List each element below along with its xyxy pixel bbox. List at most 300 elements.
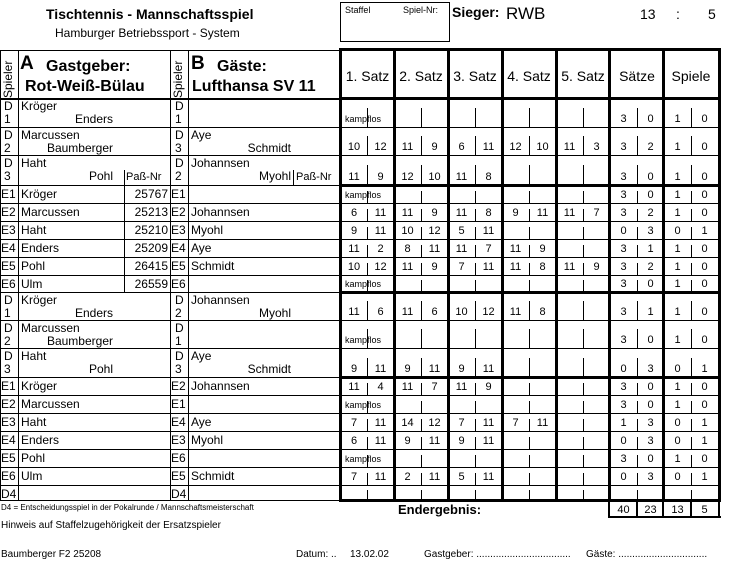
set-score: 12 xyxy=(374,261,387,273)
spiele-value: 0 xyxy=(674,225,681,237)
set-score: 10 xyxy=(428,171,441,183)
saetze-value: 3 xyxy=(620,278,627,290)
score-subdivider xyxy=(529,165,530,185)
spiele-value: 1 xyxy=(674,453,681,465)
set-score: 11 xyxy=(401,261,414,273)
saetze-value: 0 xyxy=(647,453,654,465)
home-player: Kröger xyxy=(21,379,58,393)
set-score: 11 xyxy=(455,171,468,183)
totals-divider xyxy=(718,500,720,518)
score-subdivider xyxy=(529,455,530,467)
kampflos-label: kampflos xyxy=(345,400,382,410)
row-line xyxy=(0,413,341,414)
home-player: Marcussen xyxy=(21,205,80,219)
score-subdivider xyxy=(583,437,584,449)
set-score: 10 xyxy=(401,225,414,237)
set-score: 8 xyxy=(539,261,546,273)
row-line-score xyxy=(341,292,721,293)
away-code: D xyxy=(175,128,184,142)
set-score: 11 xyxy=(482,261,495,273)
spiele-value: 1 xyxy=(674,113,681,125)
away-player-2: Myohl xyxy=(258,306,291,320)
away-code: E4 xyxy=(171,415,186,429)
home-code: D xyxy=(4,156,13,170)
saetze-value: 0 xyxy=(647,113,654,125)
set-score: 11 xyxy=(348,171,360,183)
home-player: Pohl xyxy=(21,259,46,273)
set-score: 9 xyxy=(458,363,465,375)
score-subdivider xyxy=(475,108,476,127)
home-number: 2 xyxy=(4,334,11,348)
totals-top xyxy=(608,500,721,502)
spiele-value: 0 xyxy=(701,453,708,465)
set-score: 3 xyxy=(593,141,600,153)
set-score: 11 xyxy=(374,417,387,429)
away-player-1: Johannsen xyxy=(191,293,250,307)
spiele-value: 0 xyxy=(674,417,681,429)
saetze-value: 0 xyxy=(620,471,627,483)
set-score: 11 xyxy=(428,435,441,447)
spiele-value: 1 xyxy=(674,306,681,318)
home-pass-number: 26559 xyxy=(134,277,168,291)
set-score: 9 xyxy=(404,363,411,375)
set-score: 12 xyxy=(428,417,441,429)
spiele-value: 0 xyxy=(701,243,708,255)
set-score: 9 xyxy=(377,171,384,183)
row-line xyxy=(0,239,341,240)
set-score: 11 xyxy=(374,207,387,219)
saetze-value: 3 xyxy=(647,363,654,375)
home-player-2: Baumberger xyxy=(46,141,113,155)
datum-value: 13.02.02 xyxy=(350,549,389,560)
column-header: 2. Satz xyxy=(399,68,443,84)
spiele-value: 1 xyxy=(674,399,681,411)
set-score: 9 xyxy=(431,141,438,153)
score-subdivider xyxy=(475,191,476,203)
spiele-value: 1 xyxy=(674,243,681,255)
saetze-value: 3 xyxy=(647,417,654,429)
saetze-value: 0 xyxy=(647,171,654,183)
away-number: 2 xyxy=(175,306,182,320)
saetze-value: 3 xyxy=(620,243,627,255)
home-pass-number: 25213 xyxy=(134,205,168,219)
home-number: 1 xyxy=(4,112,11,126)
saetze-value: 1 xyxy=(620,417,627,429)
row-line xyxy=(0,395,341,396)
spiele-value: 0 xyxy=(701,261,708,273)
home-code: D xyxy=(4,128,13,142)
score-subdivider xyxy=(529,401,530,413)
set-score: 9 xyxy=(593,261,600,273)
home-pass-number: 26415 xyxy=(134,259,168,273)
score-subdivider xyxy=(583,191,584,203)
spiele-value: 1 xyxy=(674,171,681,183)
set-score: 11 xyxy=(401,306,414,318)
score-subdivider xyxy=(529,227,530,239)
score-subdivider xyxy=(529,280,530,292)
total-value: 40 xyxy=(617,504,630,516)
score-subdivider xyxy=(421,108,422,127)
away-player: Schmidt xyxy=(191,469,235,483)
set-score: 11 xyxy=(401,141,414,153)
away-code: E3 xyxy=(171,223,186,237)
score-subdivider xyxy=(475,280,476,292)
score-subdivider xyxy=(475,401,476,413)
pass-divider-home xyxy=(124,185,125,292)
set-score: 11 xyxy=(348,306,360,318)
column-header: 3. Satz xyxy=(453,68,497,84)
home-player-1: Marcussen xyxy=(21,128,80,142)
away-code: E6 xyxy=(171,451,186,465)
kampflos-label: kampflos xyxy=(345,454,382,464)
set-score: 11 xyxy=(401,207,414,219)
home-code: E6 xyxy=(1,277,16,291)
set-score: 4 xyxy=(377,381,384,393)
set-score: 7 xyxy=(350,417,358,429)
gaeste-signature: Gäste: ................................ xyxy=(586,549,708,560)
ersatz-player: Baumberger F2 25208 xyxy=(1,549,102,560)
set-score: 11 xyxy=(482,141,495,153)
home-player: Pohl xyxy=(21,451,46,465)
form-subtitle: Hamburger Betriebssport - System xyxy=(55,26,240,40)
score-separator: : xyxy=(676,6,680,22)
set-score: 9 xyxy=(485,381,492,393)
score-subdivider xyxy=(583,280,584,292)
home-number: 3 xyxy=(4,362,11,376)
home-player-2: Enders xyxy=(74,112,113,126)
set-score: 6 xyxy=(377,306,384,318)
spiele-value: 0 xyxy=(701,278,708,290)
kampflos-label: kampflos xyxy=(345,190,382,200)
sieger-value: RWB xyxy=(506,4,546,23)
column-header: Sätze xyxy=(619,68,655,84)
home-player: Ulm xyxy=(21,277,43,291)
set-score: 11 xyxy=(563,141,576,153)
home-player-1: Kröger xyxy=(21,293,58,307)
home-player: Enders xyxy=(21,433,60,447)
spiele-value: 0 xyxy=(701,334,708,346)
home-player-2: Pohl xyxy=(88,362,113,376)
set-score: 12 xyxy=(509,141,522,153)
spiele-value: 0 xyxy=(701,141,708,153)
home-number: 1 xyxy=(4,306,11,320)
set-score: 9 xyxy=(539,243,546,255)
score-subdivider xyxy=(421,490,422,500)
pass-divider-away xyxy=(293,170,294,185)
set-score: 9 xyxy=(431,261,438,273)
score-subdivider xyxy=(421,455,422,467)
score-subdivider xyxy=(583,245,584,257)
score-subdivider xyxy=(583,383,584,395)
row-line-score xyxy=(341,431,721,432)
away-label: Gäste: xyxy=(217,58,267,75)
kampflos-label: kampflos xyxy=(345,279,382,289)
set-score: 11 xyxy=(482,471,495,483)
kampflos-label: kampflos xyxy=(345,114,382,124)
set-score: 11 xyxy=(428,471,441,483)
away-number: 1 xyxy=(175,112,182,126)
home-pass-number: 25210 xyxy=(134,223,168,237)
set-score: 12 xyxy=(401,171,414,183)
score-subdivider xyxy=(583,473,584,485)
spieler-label-away: Spieler xyxy=(171,60,185,98)
score-away: 5 xyxy=(708,6,716,22)
home-player-1: Kröger xyxy=(21,99,58,113)
set-score: 11 xyxy=(536,417,549,429)
home-code: D4 xyxy=(1,487,17,501)
total-value: 13 xyxy=(671,504,684,516)
spiele-value: 0 xyxy=(701,306,708,318)
spiele-value: 0 xyxy=(674,471,681,483)
saetze-value: 3 xyxy=(620,207,627,219)
row-line xyxy=(0,348,341,349)
row-line-score xyxy=(341,449,721,450)
score-subdivider xyxy=(421,191,422,203)
set-score: 11 xyxy=(428,243,441,255)
row-line xyxy=(0,155,341,156)
set-score: 11 xyxy=(374,225,387,237)
row-line-score xyxy=(341,320,721,321)
set-score: 10 xyxy=(347,141,361,153)
home-player-1: Marcussen xyxy=(21,321,80,335)
saetze-value: 3 xyxy=(620,306,627,318)
set-score: 11 xyxy=(509,243,522,255)
row-line xyxy=(0,275,341,276)
saetze-value: 0 xyxy=(647,381,654,393)
home-code: E3 xyxy=(1,223,16,237)
row-line-score xyxy=(341,127,721,128)
row-line-score xyxy=(341,203,721,204)
away-player: Myohl xyxy=(191,223,224,237)
saetze-value: 3 xyxy=(620,453,627,465)
set-score: 11 xyxy=(455,207,468,219)
row-line-score xyxy=(341,485,721,486)
set-score: 9 xyxy=(404,435,411,447)
set-score: 11 xyxy=(482,417,495,429)
home-pass-number: 25767 xyxy=(134,187,168,201)
score-subdivider xyxy=(529,329,530,348)
home-code: E2 xyxy=(1,397,16,411)
set-score: 6 xyxy=(350,435,358,447)
saetze-value: 3 xyxy=(620,141,627,153)
saetze-value: 0 xyxy=(620,363,627,375)
saetze-value: 3 xyxy=(647,435,654,447)
hinweis-text: Hinweis auf Staffelzugehörigkeit der Ersatzspieler xyxy=(1,520,221,531)
set-score: 8 xyxy=(539,306,546,318)
saetze-value: 1 xyxy=(647,306,654,318)
saetze-value: 0 xyxy=(620,435,627,447)
home-player-1: Haht xyxy=(21,349,47,363)
away-code: D xyxy=(175,321,184,335)
away-player-2: Myohl xyxy=(258,169,291,183)
home-player-2: Pohl xyxy=(88,169,113,183)
spiele-value: 0 xyxy=(701,189,708,201)
saetze-value: 3 xyxy=(647,225,654,237)
set-score: 6 xyxy=(431,306,438,318)
score-subdivider xyxy=(583,490,584,500)
column-header: 4. Satz xyxy=(507,68,551,84)
row-line xyxy=(0,467,341,468)
saetze-value: 0 xyxy=(647,278,654,290)
row-line xyxy=(0,377,341,378)
pass-divider-home-head xyxy=(124,170,125,185)
score-subdivider xyxy=(583,401,584,413)
score-subdivider xyxy=(529,437,530,449)
set-score: 9 xyxy=(350,363,358,375)
home-player: Marcussen xyxy=(21,397,80,411)
saetze-value: 3 xyxy=(620,399,627,411)
set-score: 9 xyxy=(458,435,465,447)
row-line-score xyxy=(341,275,721,276)
set-score: 11 xyxy=(348,381,360,393)
score-subdivider xyxy=(583,165,584,185)
away-number: 3 xyxy=(175,141,182,155)
score-home: 13 xyxy=(640,6,656,22)
home-player: Kröger xyxy=(21,187,58,201)
row-line-score xyxy=(341,155,721,156)
home-player-1: Haht xyxy=(21,156,47,170)
home-player: Haht xyxy=(21,223,47,237)
away-code: D xyxy=(175,156,184,170)
staffel-box xyxy=(340,2,450,42)
away-player-2: Schmidt xyxy=(247,141,291,155)
spiele-value: 1 xyxy=(674,278,681,290)
row-line xyxy=(0,449,341,450)
home-pass-number: 25209 xyxy=(134,241,168,255)
set-score: 8 xyxy=(485,171,492,183)
away-code: E2 xyxy=(171,379,186,393)
home-code: D xyxy=(4,293,13,307)
row-line xyxy=(0,485,341,486)
spiele-value: 0 xyxy=(674,435,681,447)
set-score: 11 xyxy=(401,381,414,393)
spiele-value: 1 xyxy=(674,141,681,153)
home-team-name: Rot-Weiß-Bülau xyxy=(25,78,145,95)
score-subdivider xyxy=(475,455,476,467)
column-header: Spiele xyxy=(671,68,711,84)
saetze-value: 2 xyxy=(647,141,654,153)
score-subdivider xyxy=(529,191,530,203)
score-subdivider xyxy=(421,280,422,292)
away-code: E2 xyxy=(171,205,186,219)
home-code: E4 xyxy=(1,433,16,447)
away-team-name: Lufthansa SV 11 xyxy=(192,78,316,95)
home-player-2: Enders xyxy=(74,306,113,320)
set-score: 10 xyxy=(455,306,468,318)
set-score: 9 xyxy=(512,207,519,219)
spielnr-label: Spiel-Nr: xyxy=(403,5,439,15)
set-score: 7 xyxy=(593,207,600,219)
set-score: 7 xyxy=(458,417,465,429)
away-code: E4 xyxy=(171,241,186,255)
set-score: 11 xyxy=(563,207,576,219)
away-player-1: Aye xyxy=(191,349,212,363)
row-line-score xyxy=(341,467,721,468)
set-score: 12 xyxy=(482,306,495,318)
home-code: E1 xyxy=(1,379,16,393)
pass-header-away: Paß-Nr xyxy=(296,171,332,183)
endergebnis-label: Endergebnis: xyxy=(398,502,482,517)
row-line-score xyxy=(341,185,721,186)
total-value: 23 xyxy=(644,504,657,516)
set-score: 7 xyxy=(485,243,492,255)
away-number: 3 xyxy=(175,362,182,376)
home-letter: A xyxy=(20,53,34,74)
set-score: 11 xyxy=(536,207,549,219)
set-score: 9 xyxy=(350,225,358,237)
saetze-value: 0 xyxy=(647,189,654,201)
away-player: Myohl xyxy=(191,433,224,447)
row-line xyxy=(0,203,341,204)
score-subdivider xyxy=(421,329,422,348)
set-score: 11 xyxy=(455,381,468,393)
row-line-score xyxy=(341,348,721,349)
row-line xyxy=(0,221,341,222)
spiele-value: 1 xyxy=(701,363,708,375)
gastgeber-signature: Gastgeber: .................................. xyxy=(424,549,571,560)
home-player: Enders xyxy=(21,241,60,255)
away-player: Johannsen xyxy=(191,205,250,219)
score-subdivider xyxy=(529,358,530,377)
set-score: 11 xyxy=(348,243,360,255)
away-player-2: Schmidt xyxy=(247,362,291,376)
pass-header-home: Paß-Nr xyxy=(126,171,162,183)
set-score: 11 xyxy=(509,261,522,273)
row-line-score xyxy=(341,257,721,258)
score-subdivider xyxy=(529,473,530,485)
set-score: 6 xyxy=(458,141,465,153)
set-score: 5 xyxy=(458,225,465,237)
spiele-value: 0 xyxy=(701,381,708,393)
away-letter: B xyxy=(191,53,205,74)
score-subdivider xyxy=(475,490,476,500)
score-subdivider xyxy=(691,490,692,500)
set-score: 12 xyxy=(428,225,441,237)
set-score: 11 xyxy=(482,225,495,237)
spiele-value: 1 xyxy=(674,261,681,273)
set-score: 7 xyxy=(350,471,358,483)
row-line xyxy=(0,431,341,432)
home-code: E3 xyxy=(1,415,16,429)
score-subdivider xyxy=(529,108,530,127)
row-line-score xyxy=(341,239,721,240)
home-code: E5 xyxy=(1,259,16,273)
set-score: 11 xyxy=(374,435,387,447)
away-code: D xyxy=(175,349,184,363)
away-code: E1 xyxy=(171,187,186,201)
away-player: Johannsen xyxy=(191,379,250,393)
spiele-value: 0 xyxy=(701,171,708,183)
set-score: 11 xyxy=(428,363,441,375)
staffel-label: Staffel xyxy=(345,5,371,15)
total-value: 5 xyxy=(701,504,708,516)
score-subdivider xyxy=(475,329,476,348)
home-code: E2 xyxy=(1,205,16,219)
saetze-value: 0 xyxy=(647,399,654,411)
away-code: E1 xyxy=(171,397,186,411)
score-subdivider xyxy=(637,490,638,500)
away-player: Aye xyxy=(191,241,212,255)
home-player-2: Baumberger xyxy=(46,334,113,348)
set-score: 11 xyxy=(374,363,387,375)
spiele-value: 1 xyxy=(701,435,708,447)
spiele-value: 1 xyxy=(674,189,681,201)
set-score: 7 xyxy=(431,381,438,393)
score-subdivider xyxy=(367,490,368,500)
home-code: E5 xyxy=(1,451,16,465)
set-score: 7 xyxy=(512,417,519,429)
set-score: 7 xyxy=(458,261,465,273)
